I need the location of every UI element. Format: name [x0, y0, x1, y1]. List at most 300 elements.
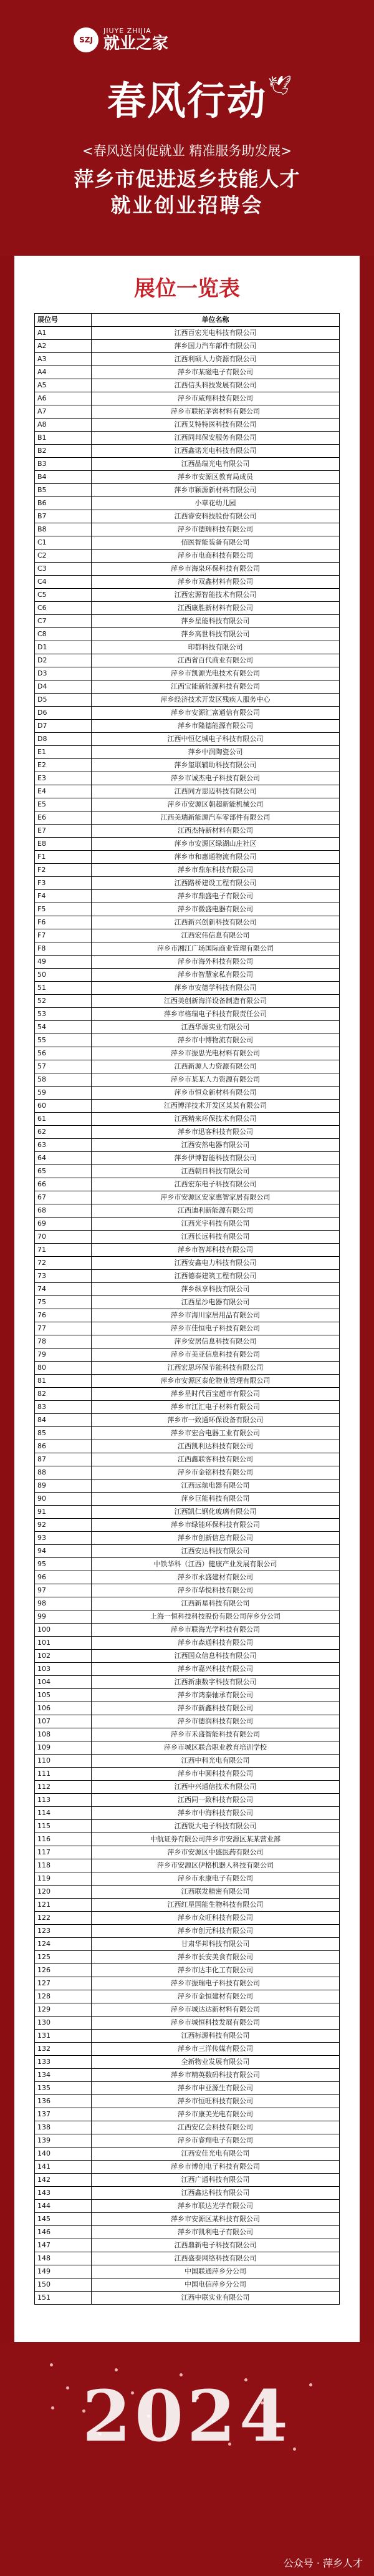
- booth-number: 93: [35, 1532, 92, 1545]
- booth-number: 137: [35, 2108, 92, 2121]
- booth-number: 90: [35, 1493, 92, 1506]
- company-name: 萍乡市某磁电子有限公司: [92, 366, 340, 379]
- booth-table-wrap: [34, 313, 340, 2305]
- company-name: 萍乡市安源区安家惠智家居有限公司: [92, 1191, 340, 1204]
- company-name: 江西新星科技有限公司: [92, 1597, 340, 1610]
- table-row: [35, 982, 340, 995]
- company-name: 江西德泰建筑工程有限公司: [92, 1270, 340, 1283]
- table-row: [35, 1519, 340, 1532]
- company-name: 萍乡市安德学科技有限公司: [92, 982, 340, 995]
- company-name: 萍乡市联达光学有限公司: [92, 2200, 340, 2213]
- booth-number: 57: [35, 1060, 92, 1073]
- company-name: 江西中恒亿城电子科技有限公司: [92, 733, 340, 746]
- list-title: 展位一览表: [134, 276, 240, 301]
- company-name: 萍乡市联拓茅窖材料有限公司: [92, 405, 340, 419]
- table-row: [35, 1296, 340, 1309]
- booth-number: 110: [35, 1755, 92, 1768]
- table-row: [35, 2030, 340, 2043]
- booth-number: 150: [35, 2278, 92, 2292]
- table-row: [35, 2134, 340, 2147]
- booth-number: C1: [35, 536, 92, 550]
- table-row: [35, 576, 340, 589]
- booth-number: 49: [35, 956, 92, 969]
- table-row: [35, 1663, 340, 1676]
- table-row: [35, 1047, 340, 1060]
- booth-number: B8: [35, 523, 92, 536]
- booth-number: E4: [35, 785, 92, 798]
- booth-number: 126: [35, 1964, 92, 1977]
- company-name: 江西盛泰网络科技有限公司: [92, 2252, 340, 2265]
- company-name: 萍乡市一致通环保设备有限公司: [92, 1414, 340, 1427]
- table-row: [35, 2017, 340, 2030]
- company-name: 萍乡市某某人力资源有限公司: [92, 1073, 340, 1087]
- table-row: [35, 1165, 340, 1178]
- booth-number: 119: [35, 1872, 92, 1886]
- table-row: [35, 1951, 340, 1964]
- table-row: [35, 2252, 340, 2265]
- table-row: [35, 1440, 340, 1453]
- table-row: [35, 1270, 340, 1283]
- booth-number: B4: [35, 471, 92, 484]
- booth-number: 86: [35, 1440, 92, 1453]
- table-row: [35, 432, 340, 445]
- table-row: [35, 1807, 340, 1820]
- company-name: 江西新兴创新科技有限公司: [92, 916, 340, 929]
- company-name: 中铁华科（江西）健康产业发展有限公司: [92, 1558, 340, 1571]
- booth-number: C2: [35, 550, 92, 563]
- company-name: 江西安亿会科技有限公司: [92, 2121, 340, 2134]
- company-name: 萍乡市湘江广场国际商业管理有限公司: [92, 942, 340, 956]
- booth-number: 123: [35, 1925, 92, 1938]
- company-name: 江西艾特特医科技有限公司: [92, 419, 340, 432]
- company-name: 江西国众信息科技有限公司: [92, 1650, 340, 1663]
- booth-number: B5: [35, 484, 92, 497]
- company-name: 中国电信萍乡分公司: [92, 2278, 340, 2292]
- company-name: 萍乡巨能科技有限公司: [92, 1493, 340, 1506]
- table-row: [35, 1650, 340, 1663]
- table-row: [35, 1990, 340, 2003]
- booth-number: 66: [35, 1178, 92, 1191]
- company-name: 萍乡市长安美食有限公司: [92, 1951, 340, 1964]
- booth-number: A6: [35, 392, 92, 405]
- company-name: 萍乡市智邦科技有限公司: [92, 1244, 340, 1257]
- booth-table: [34, 313, 340, 2305]
- company-name: 江西康胜新材料有限公司: [92, 602, 340, 615]
- table-header-booth: 展位号: [35, 314, 92, 327]
- company-name: 萍乡市创新信息有限公司: [92, 1532, 340, 1545]
- company-name: 萍乡市禾盛智能科技有限公司: [92, 1728, 340, 1741]
- booth-number: C8: [35, 628, 92, 641]
- company-name: 萍乡市安源区绿湖山庄社区: [92, 838, 340, 851]
- booth-number: 117: [35, 1846, 92, 1859]
- header-banner: [0, 0, 374, 256]
- company-name: 甘肃华邦科技有限公司: [92, 1938, 340, 1951]
- company-name: 江西美瑞新能源汽车零部件有限公司: [92, 811, 340, 825]
- booth-number: D6: [35, 707, 92, 720]
- booth-number: 142: [35, 2174, 92, 2187]
- table-row: [35, 2226, 340, 2239]
- company-name: 萍乡市江汇电子材料有限公司: [92, 1401, 340, 1414]
- table-row: [35, 1571, 340, 1584]
- table-row: [35, 851, 340, 864]
- booth-number: 148: [35, 2252, 92, 2265]
- booth-number: 76: [35, 1309, 92, 1322]
- table-row: [35, 1322, 340, 1335]
- table-row: [35, 2174, 340, 2187]
- table-row: [35, 1204, 340, 1218]
- company-name: 江西安然电器有限公司: [92, 1139, 340, 1152]
- booth-number: A8: [35, 419, 92, 432]
- table-row: [35, 1100, 340, 1113]
- subtitle-line-1: 萍乡市促进返乡技能人才: [74, 167, 300, 191]
- company-name: 全新物业发展有限公司: [92, 2056, 340, 2069]
- table-row: [35, 1493, 340, 1506]
- booth-number: D3: [35, 667, 92, 680]
- table-row: [35, 602, 340, 615]
- booth-number: 116: [35, 1833, 92, 1846]
- table-row: [35, 1872, 340, 1886]
- table-row: [35, 1532, 340, 1545]
- booth-number: F5: [35, 903, 92, 916]
- company-name: 江西宝能新能源科技有限公司: [92, 680, 340, 694]
- table-row: [35, 929, 340, 942]
- booth-number: 115: [35, 1820, 92, 1833]
- table-row: [35, 890, 340, 903]
- table-row: [35, 1702, 340, 1715]
- booth-number: 127: [35, 1977, 92, 1990]
- table-row: [35, 995, 340, 1008]
- booth-number: F8: [35, 942, 92, 956]
- company-name: 萍乡市凯利电子有限公司: [92, 2226, 340, 2239]
- booth-number: A2: [35, 340, 92, 353]
- company-name: 江西百宏光电科技有限公司: [92, 327, 340, 340]
- booth-number: 122: [35, 1912, 92, 1925]
- table-row: [35, 327, 340, 340]
- table-row: [35, 733, 340, 746]
- table-row: [35, 1218, 340, 1231]
- company-name: 萍乡中润陶瓷公司: [92, 746, 340, 759]
- company-name: 江西精来环保技术有限公司: [92, 1113, 340, 1126]
- company-name: 萍乡玺联辅助科技有限公司: [92, 759, 340, 772]
- company-name: 萍乡市众旺科技有限公司: [92, 1912, 340, 1925]
- booth-number: C7: [35, 615, 92, 628]
- table-row: [35, 2187, 340, 2200]
- booth-number: 85: [35, 1427, 92, 1440]
- booth-number: 84: [35, 1414, 92, 1427]
- table-row: [35, 825, 340, 838]
- company-name: 萍乡经济技术开发区残疾人服务中心: [92, 694, 340, 707]
- company-name: 萍乡安居信息科技有限公司: [92, 1335, 340, 1349]
- table-row: [35, 1755, 340, 1768]
- booth-number: 51: [35, 982, 92, 995]
- booth-number: 79: [35, 1349, 92, 1362]
- booth-number: 68: [35, 1204, 92, 1218]
- table-row: [35, 759, 340, 772]
- table-row: [35, 1728, 340, 1741]
- company-name: 江西星沙电器有限公司: [92, 1296, 340, 1309]
- table-row: [35, 942, 340, 956]
- company-name: 江西迪利新能源有限公司: [92, 1204, 340, 1218]
- company-name: 萍乡市振思光电材料有限公司: [92, 1047, 340, 1060]
- booth-number: E1: [35, 746, 92, 759]
- table-row: [35, 1977, 340, 1990]
- booth-number: 100: [35, 1624, 92, 1637]
- company-name: 萍乡市德润科技有限公司: [92, 1715, 340, 1728]
- booth-number: F6: [35, 916, 92, 929]
- booth-number: F4: [35, 890, 92, 903]
- table-row: [35, 392, 340, 405]
- table-row: [35, 615, 340, 628]
- company-name: 萍乡市振瑞电子科技有限公司: [92, 1977, 340, 1990]
- company-name: 江西同方思迈科技有限公司: [92, 785, 340, 798]
- table-row: [35, 1506, 340, 1519]
- company-name: 萍乡市宏合电器工业有限公司: [92, 1427, 340, 1440]
- table-row: [35, 1912, 340, 1925]
- table-row: [35, 1244, 340, 1257]
- company-name: 江西中科光电有限公司: [92, 1755, 340, 1768]
- table-row: [35, 680, 340, 694]
- company-name: 江西远航电器有限公司: [92, 1479, 340, 1493]
- table-row: [35, 903, 340, 916]
- table-row: [35, 445, 340, 458]
- booth-number: A5: [35, 379, 92, 392]
- table-row: [35, 1768, 340, 1781]
- company-name: 江西信头科技发展有限公司: [92, 379, 340, 392]
- table-row: [35, 1637, 340, 1650]
- company-name: 上海一恒科技科技股份有限公司萍乡分公司: [92, 1610, 340, 1624]
- booth-number: 134: [35, 2069, 92, 2082]
- company-name: 萍乡市恒众新材料有限公司: [92, 1087, 340, 1100]
- company-name: 江西路桥建设工程有限公司: [92, 877, 340, 890]
- company-name: 江西中联实业有限公司: [92, 2292, 340, 2305]
- booth-number: A7: [35, 405, 92, 419]
- booth-number: 101: [35, 1637, 92, 1650]
- company-name: 萍乡市和惠通物流有限公司: [92, 851, 340, 864]
- table-row: [35, 1689, 340, 1702]
- company-name: 中国联通萍乡分公司: [92, 2265, 340, 2278]
- booth-number: 132: [35, 2043, 92, 2056]
- booth-number: 139: [35, 2134, 92, 2147]
- logo-en: JIUYE ZHIJIA: [103, 27, 151, 35]
- company-name: 萍乡市安源区朝超新能机械公司: [92, 798, 340, 811]
- booth-number: C6: [35, 602, 92, 615]
- company-name: 萍乡市威翔科技有限公司: [92, 392, 340, 405]
- booth-number: 124: [35, 1938, 92, 1951]
- logo-mark-icon: SZJ: [74, 27, 98, 52]
- company-name: 萍乡市安源汇富通信有限公司: [92, 707, 340, 720]
- booth-number: 108: [35, 1728, 92, 1741]
- booth-number: 56: [35, 1047, 92, 1060]
- company-name: 萍乡市金铭科技有限公司: [92, 1466, 340, 1479]
- booth-number: 105: [35, 1689, 92, 1702]
- table-row: [35, 694, 340, 707]
- booth-number: 83: [35, 1401, 92, 1414]
- booth-number: F7: [35, 929, 92, 942]
- title-banner: [94, 70, 292, 132]
- company-name: 萍乡纵享科技有限公司: [92, 1283, 340, 1296]
- company-name: 萍乡市申亚源生有限公司: [92, 2082, 340, 2095]
- company-name: 江西红星国能生物科技有限公司: [92, 1899, 340, 1912]
- company-name: 萍乡市绿能环保科技有限公司: [92, 1519, 340, 1532]
- table-row: [35, 497, 340, 510]
- company-name: 江西新康数字科技有限公司: [92, 1676, 340, 1689]
- company-name: 萍乡市城达达新材料有限公司: [92, 2003, 340, 2017]
- company-name: 萍乡市中博物流有限公司: [92, 1034, 340, 1047]
- booth-number: 59: [35, 1087, 92, 1100]
- company-name: 萍乡市鼎盛电子有限公司: [92, 890, 340, 903]
- table-row: [35, 458, 340, 471]
- booth-number: 74: [35, 1283, 92, 1296]
- booth-number: 107: [35, 1715, 92, 1728]
- table-row: [35, 811, 340, 825]
- booth-number: E5: [35, 798, 92, 811]
- company-name: 江西晶瑞光电有限公司: [92, 458, 340, 471]
- company-name: 萍乡市安源区中盛医药有限公司: [92, 1846, 340, 1859]
- company-name: 江西锐大电子科技有限公司: [92, 1820, 340, 1833]
- company-name: 萍乡市颖源新材料有限公司: [92, 484, 340, 497]
- booth-number: 143: [35, 2187, 92, 2200]
- company-name: 江西联发精密有限公司: [92, 1886, 340, 1899]
- booth-number: 73: [35, 1270, 92, 1283]
- table-row: [35, 1741, 340, 1755]
- booth-number: E8: [35, 838, 92, 851]
- company-name: 萍乡市电商科技有限公司: [92, 550, 340, 563]
- table-header-company: 单位名称: [92, 314, 340, 327]
- booth-number: B1: [35, 432, 92, 445]
- booth-number: 102: [35, 1650, 92, 1663]
- company-name: 萍乡市嘉兴科技有限公司: [92, 1663, 340, 1676]
- table-row: [35, 484, 340, 497]
- booth-number: 118: [35, 1859, 92, 1872]
- table-row: [35, 1414, 340, 1427]
- company-name: 江西利硕人力资源有限公司: [92, 353, 340, 366]
- company-name: 江西美创新海洋设备制造有限公司: [92, 995, 340, 1008]
- table-row: [35, 1113, 340, 1126]
- booth-number: C3: [35, 563, 92, 576]
- booth-number: 144: [35, 2200, 92, 2213]
- table-row: [35, 654, 340, 667]
- logo-text: [103, 27, 168, 53]
- table-row: [35, 2095, 340, 2108]
- company-name: 萍乡市精英数码科技有限公司: [92, 2069, 340, 2082]
- table-row: [35, 1401, 340, 1414]
- booth-number: D5: [35, 694, 92, 707]
- table-row: [35, 838, 340, 851]
- table-row: [35, 1833, 340, 1846]
- booth-number: 81: [35, 1375, 92, 1388]
- table-row: [35, 2003, 340, 2017]
- table-row: [35, 1820, 340, 1833]
- company-name: 萍乡国力汽车部件有限公司: [92, 340, 340, 353]
- booth-number: 71: [35, 1244, 92, 1257]
- booth-number: 52: [35, 995, 92, 1008]
- table-row: [35, 667, 340, 680]
- booth-number: D1: [35, 641, 92, 654]
- table-row: [35, 956, 340, 969]
- booth-number: 97: [35, 1584, 92, 1597]
- booth-number: B2: [35, 445, 92, 458]
- company-name: 萍乡市新鑫科技有限公司: [92, 1702, 340, 1715]
- table-row: [35, 1034, 340, 1047]
- table-row: [35, 1388, 340, 1401]
- booth-number: 89: [35, 1479, 92, 1493]
- table-row: [35, 1558, 340, 1571]
- table-row: [35, 916, 340, 929]
- table-row: [35, 1375, 340, 1388]
- company-name: 江西朝日科技有限公司: [92, 1165, 340, 1178]
- table-row: [35, 1060, 340, 1073]
- table-body: [35, 327, 340, 2305]
- company-name: 小草花幼儿园: [92, 497, 340, 510]
- company-name: 江西睿安科技股份有限公司: [92, 510, 340, 523]
- booth-number: 128: [35, 1990, 92, 2003]
- bird-icon: 🕊: [267, 75, 292, 97]
- booth-number: 147: [35, 2239, 92, 2252]
- company-name: 萍乡市华悦科技有限公司: [92, 1584, 340, 1597]
- table-row: [35, 471, 340, 484]
- company-name: 萍乡市永康电子有限公司: [92, 1872, 340, 1886]
- company-name: 萍乡市中海科技有限公司: [92, 1807, 340, 1820]
- company-name: 萍乡市城恒科技发展有限公司: [92, 2017, 340, 2030]
- booth-number: 114: [35, 1807, 92, 1820]
- table-row: [35, 2161, 340, 2174]
- company-name: 江西鑫诺光电科技有限公司: [92, 445, 340, 458]
- table-row: [35, 550, 340, 563]
- table-row: [35, 523, 340, 536]
- company-name: 江西安鑫电力科技有限公司: [92, 1257, 340, 1270]
- booth-number: D8: [35, 733, 92, 746]
- booth-number: 125: [35, 1951, 92, 1964]
- company-name: 江西博洋技术开发区某某有限公司: [92, 1100, 340, 1113]
- booth-number: 113: [35, 1794, 92, 1807]
- table-row: [35, 864, 340, 877]
- booth-number: 104: [35, 1676, 92, 1689]
- content-panel: [14, 256, 360, 2342]
- table-row: [35, 785, 340, 798]
- company-name: 萍乡市诚杰电子科技有限公司: [92, 772, 340, 785]
- company-name: 印都科技有限公司: [92, 641, 340, 654]
- table-row: [35, 1545, 340, 1558]
- booth-number: 111: [35, 1768, 92, 1781]
- booth-number: 53: [35, 1008, 92, 1021]
- booth-number: 131: [35, 2030, 92, 2043]
- table-row: [35, 2265, 340, 2278]
- table-row: [35, 1859, 340, 1872]
- booth-number: 135: [35, 2082, 92, 2095]
- company-name: 萍乡市美亚信息科技有限公司: [92, 1349, 340, 1362]
- company-name: 萍乡市康美光电有限公司: [92, 2108, 340, 2121]
- company-name: 江西安达科技有限公司: [92, 1545, 340, 1558]
- table-row: [35, 1257, 340, 1270]
- table-row: [35, 1309, 340, 1322]
- table-row: [35, 1087, 340, 1100]
- company-name: 萍乡市中圆科技有限公司: [92, 1768, 340, 1781]
- booth-number: 92: [35, 1519, 92, 1532]
- table-row: [35, 1886, 340, 1899]
- booth-number: 121: [35, 1899, 92, 1912]
- booth-number: 120: [35, 1886, 92, 1899]
- company-name: 萍乡市双鑫材料有限公司: [92, 576, 340, 589]
- table-row: [35, 379, 340, 392]
- slogan: <春风送岗促就业 精准服务助发展>: [82, 143, 292, 158]
- logo: [74, 27, 168, 53]
- table-row: [35, 1715, 340, 1728]
- booth-number: 149: [35, 2265, 92, 2278]
- booth-number: 80: [35, 1362, 92, 1375]
- table-row: [35, 419, 340, 432]
- table-row: [35, 1781, 340, 1794]
- company-name: 萍乡市海川家居用品有限公司: [92, 1309, 340, 1322]
